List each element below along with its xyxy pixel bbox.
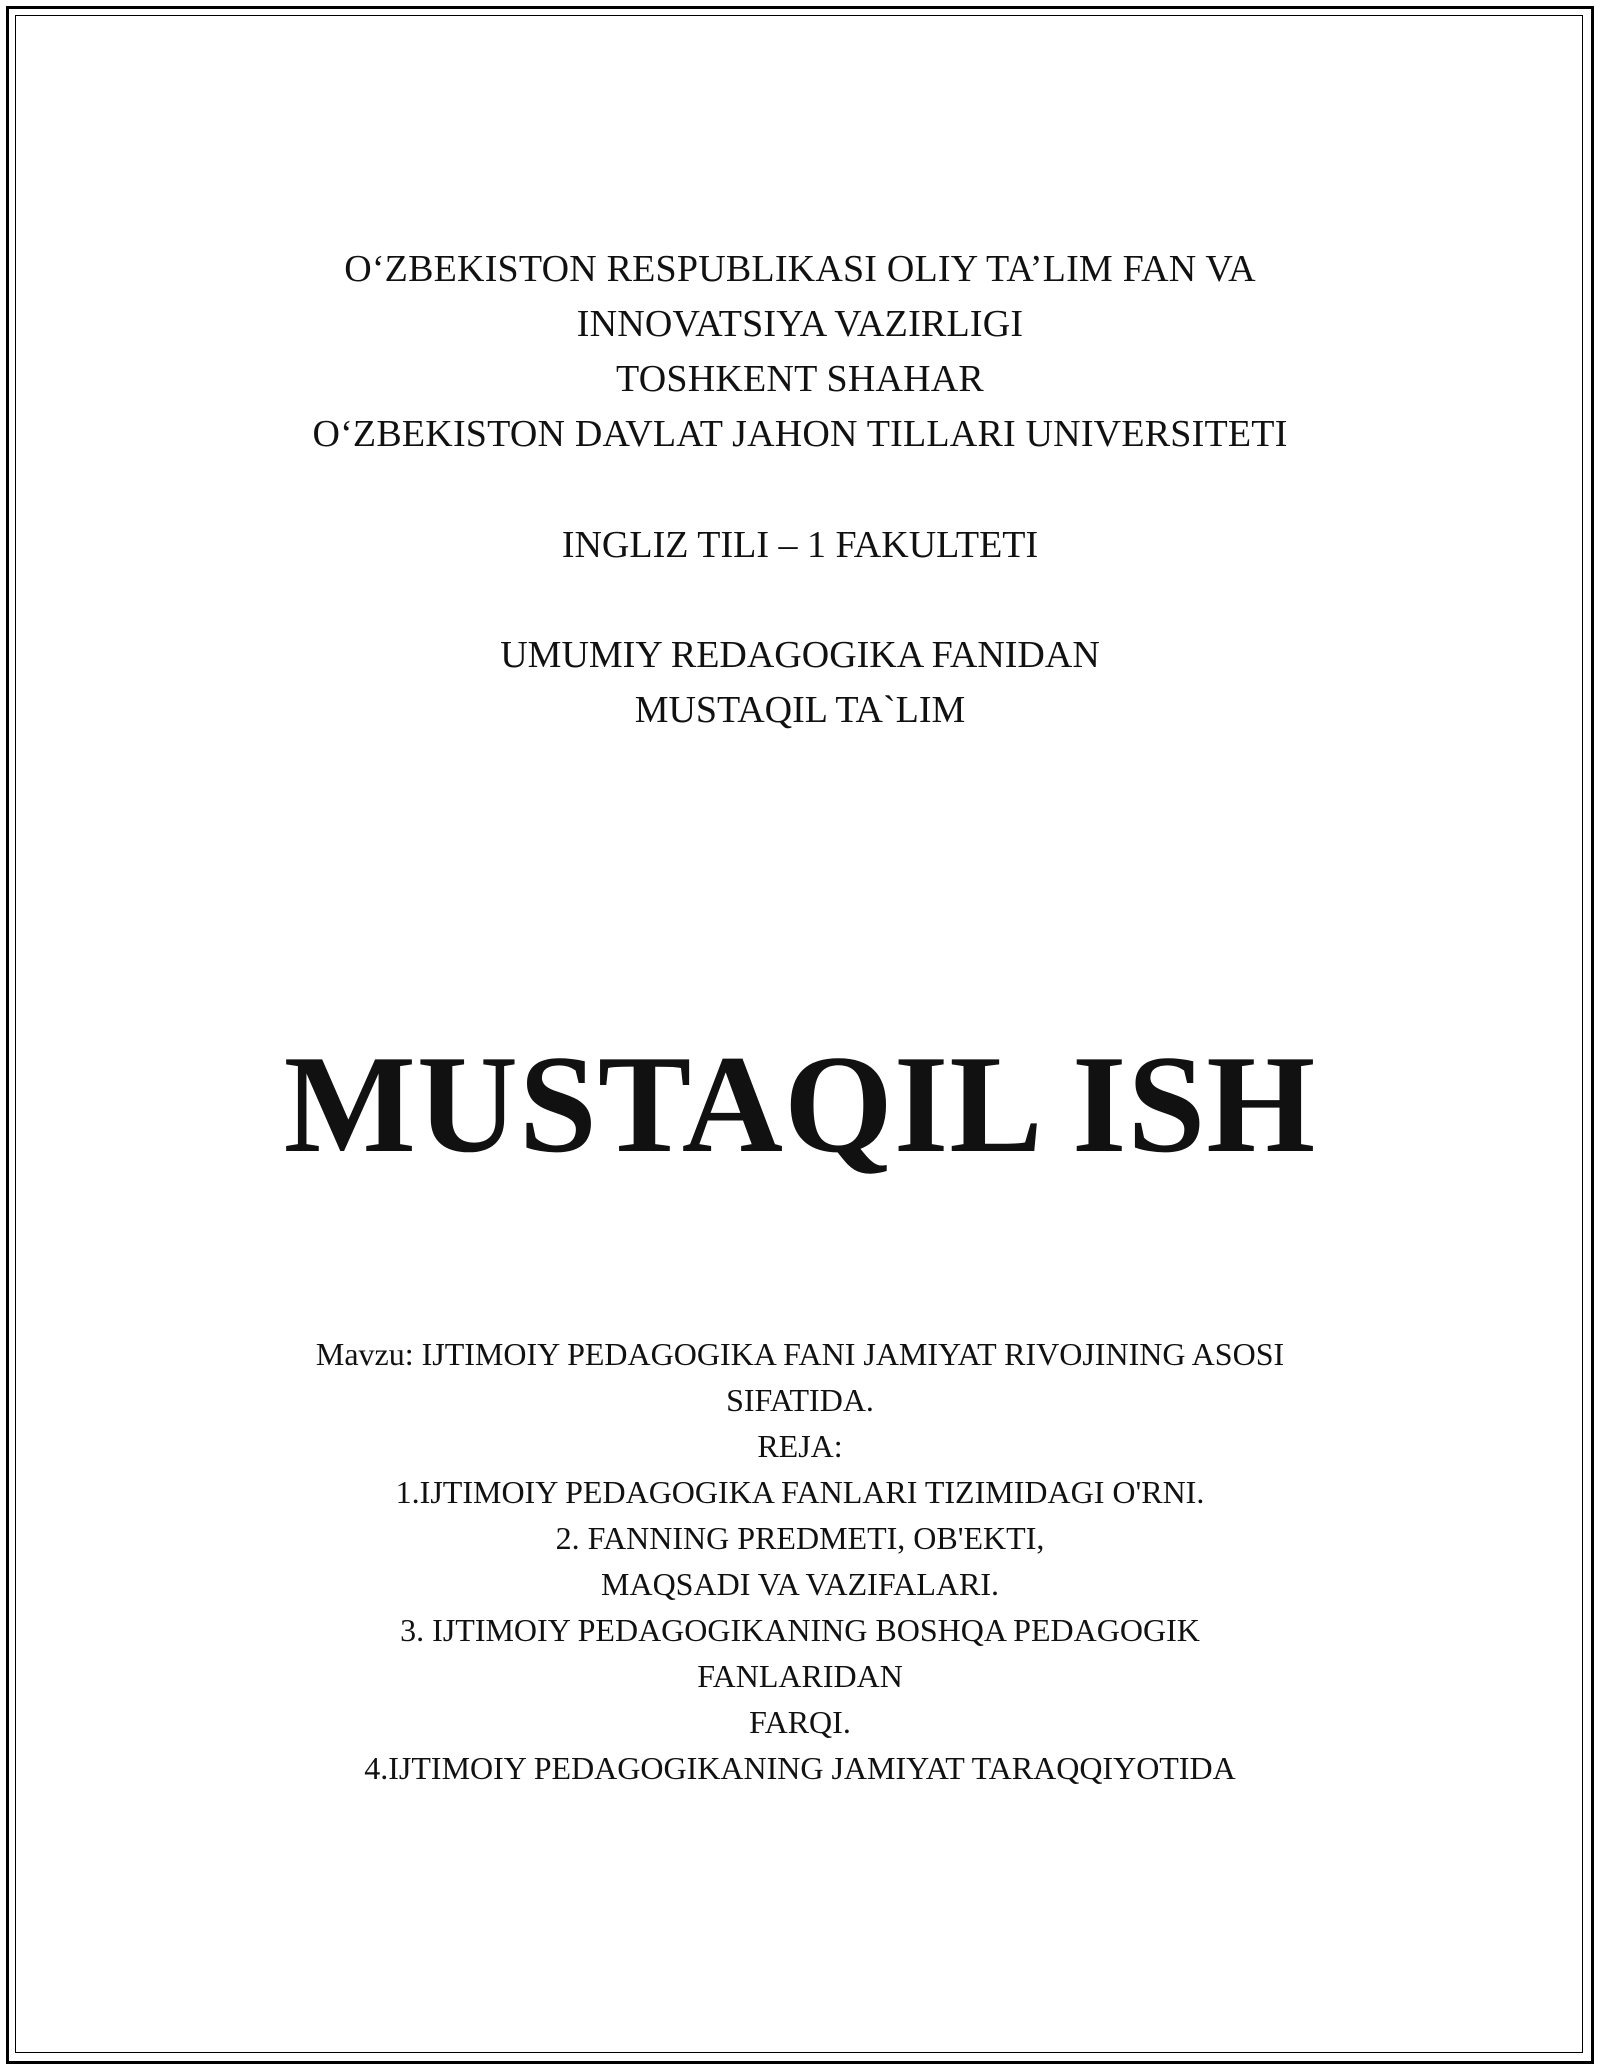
- topic-section: [0, 1331, 1600, 1423]
- header-line: INNOVATSIYA VAZIRLIGI: [576, 303, 1024, 345]
- header-line: O‘ZBEKISTON DAVLAT JAHON TILLARI UNIVERSITETI: [312, 413, 1288, 455]
- ministry-header: [0, 242, 1600, 462]
- faculty-line: INGLIZ TILI – 1 FAKULTETI: [561, 524, 1039, 566]
- title-text: MUSTAQIL ISH: [283, 1027, 1317, 1182]
- plan-item: 3. IJTIMOIY PEDAGOGIKANING BOSHQA PEDAGOGIK: [400, 1612, 1200, 1648]
- plan-heading: REJA:: [757, 1428, 843, 1464]
- header-line: TOSHKENT SHAHAR: [616, 358, 984, 400]
- plan-item: 1.IJTIMOIY PEDAGOGIKA FANLARI TIZIMIDAGI O'RNI.: [395, 1474, 1205, 1510]
- plan-item: 2. FANNING PREDMETI, OB'EKTI,: [555, 1520, 1045, 1556]
- header-line: O‘ZBEKISTON RESPUBLIKASI OLIY TA’LIM FAN VA: [344, 248, 1256, 290]
- plan-item: MAQSADI VA VAZIFALARI.: [601, 1566, 999, 1602]
- topic-line: Mavzu: IJTIMOIY PEDAGOGIKA FANI JAMIYAT RIVOJINING ASOSI: [315, 1336, 1285, 1372]
- document-title: [0, 1025, 1600, 1185]
- topic-line: SIFATIDA.: [726, 1382, 874, 1418]
- subject-heading: [0, 628, 1600, 738]
- plan-section: [0, 1423, 1600, 1791]
- plan-item: 4.IJTIMOIY PEDAGOGIKANING JAMIYAT TARAQQIYOTIDA: [364, 1750, 1236, 1786]
- faculty-name: [0, 518, 1600, 573]
- plan-item: FANLARIDAN: [697, 1658, 903, 1694]
- plan-item: FARQI.: [749, 1704, 851, 1740]
- subject-line: MUSTAQIL TA`LIM: [634, 689, 966, 731]
- subject-line: UMUMIY REDAGOGIKA FANIDAN: [500, 634, 1100, 676]
